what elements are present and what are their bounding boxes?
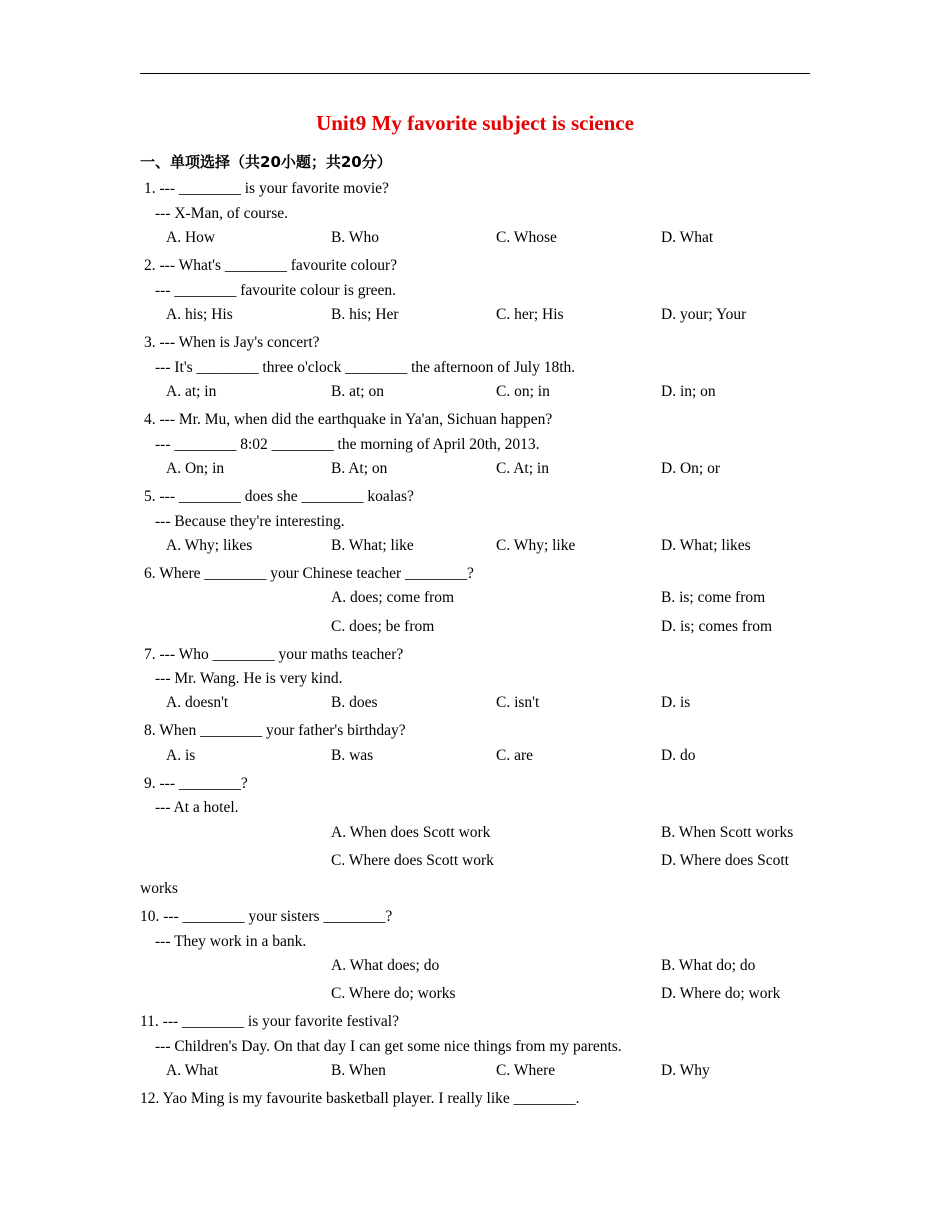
question-5-stem: 5. --- ________ does she ________ koalas? — [144, 488, 414, 505]
question-3-option-c: C. on; in — [496, 383, 550, 400]
question-5-option-b: B. What; like — [331, 537, 414, 554]
question-9-option-c: C. Where does Scott work — [331, 852, 494, 869]
question-9-stem: 9. --- ________? — [144, 775, 248, 792]
question-2-option-b: B. his; Her — [331, 306, 399, 323]
question-11-option-b: B. When — [331, 1062, 386, 1079]
question-7-option-c: C. isn't — [496, 694, 540, 711]
question-5-option-d: D. What; likes — [661, 537, 751, 554]
question-10-stem: 10. --- ________ your sisters ________? — [140, 908, 393, 925]
question-8-option-a: A. is — [166, 747, 196, 764]
question-3-option-b: B. at; on — [331, 383, 384, 400]
question-8-option-c: C. are — [496, 747, 534, 764]
question-1-option-b: B. Who — [331, 229, 379, 246]
question-1-option-c: C. Whose — [496, 229, 557, 246]
question-9-option-d-continued: works — [140, 880, 178, 897]
question-11-stem: 11. --- ________ is your favorite festival? — [140, 1013, 399, 1030]
question-8-stem: 8. When ________ your father's birthday? — [144, 722, 406, 739]
question-2-option-a: A. his; His — [166, 306, 233, 323]
question-3-option-a: A. at; in — [166, 383, 217, 400]
question-1-reply: --- X-Man, of course. — [155, 205, 288, 222]
question-4-reply: --- ________ 8:02 ________ the morning of April 20th, 2013. — [155, 436, 540, 453]
question-4-stem: 4. --- Mr. Mu, when did the earthquake in Ya'an, Sichuan happen? — [144, 411, 553, 428]
question-5-option-a: A. Why; likes — [166, 537, 253, 554]
question-4-option-a: A. On; in — [166, 460, 225, 477]
question-4-option-c: C. At; in — [496, 460, 549, 477]
question-6-stem: 6. Where ________ your Chinese teacher ________? — [144, 565, 474, 582]
question-6-option-b: B. is; come from — [661, 589, 766, 606]
question-4-option-b: B. At; on — [331, 460, 388, 477]
question-10-option-b: B. What do; do — [661, 957, 756, 974]
question-9-option-b: B. When Scott works — [661, 824, 794, 841]
section-heading: 一、单项选择（共20小题；共20分） — [140, 153, 392, 171]
question-7-stem: 7. --- Who ________ your maths teacher? — [144, 646, 404, 663]
question-11-option-a: A. What — [166, 1062, 219, 1079]
question-10-reply: --- They work in a bank. — [155, 933, 307, 950]
question-2-stem: 2. --- What's ________ favourite colour? — [144, 257, 398, 274]
question-7-option-b: B. does — [331, 694, 378, 711]
question-1-stem: 1. --- ________ is your favorite movie? — [144, 180, 389, 197]
question-1-option-d: D. What — [661, 229, 714, 246]
question-9-reply: --- At a hotel. — [155, 799, 239, 816]
question-9-option-a: A. When does Scott work — [331, 824, 491, 841]
question-7-reply: --- Mr. Wang. He is very kind. — [155, 670, 343, 687]
question-6-option-a: A. does; come from — [331, 589, 455, 606]
question-7-option-a: A. doesn't — [166, 694, 229, 711]
question-7-option-d: D. is — [661, 694, 691, 711]
question-11-option-d: D. Why — [661, 1062, 710, 1079]
question-11-option-c: C. Where — [496, 1062, 556, 1079]
question-8-option-b: B. was — [331, 747, 374, 764]
question-1-option-a: A. How — [166, 229, 216, 246]
question-6-option-c: C. does; be from — [331, 618, 435, 635]
question-5-reply: --- Because they're interesting. — [155, 513, 345, 530]
question-2-option-c: C. her; His — [496, 306, 564, 323]
question-9-option-d: D. Where does Scott — [661, 852, 789, 869]
question-11-reply: --- Children's Day. On that day I can get some nice things from my parents. — [155, 1038, 622, 1055]
question-2-option-d: D. your; Your — [661, 306, 747, 323]
question-3-reply: --- It's ________ three o'clock ________ the afternoon of July 18th. — [155, 359, 576, 376]
question-10-option-d: D. Where do; work — [661, 985, 781, 1002]
question-2-reply: --- ________ favourite colour is green. — [155, 282, 397, 299]
question-10-option-a: A. What does; do — [331, 957, 440, 974]
page-title: Unit9 My favorite subject is science — [316, 111, 634, 135]
question-10-option-c: C. Where do; works — [331, 985, 456, 1002]
question-8-option-d: D. do — [661, 747, 696, 764]
question-6-option-d: D. is; comes from — [661, 618, 773, 635]
question-5-option-c: C. Why; like — [496, 537, 576, 554]
question-3-stem: 3. --- When is Jay's concert? — [144, 334, 320, 351]
question-4-option-d: D. On; or — [661, 460, 720, 477]
question-3-option-d: D. in; on — [661, 383, 716, 400]
header-rule — [140, 73, 810, 74]
question-12-stem: 12. Yao Ming is my favourite basketball player. I really like ________. — [140, 1090, 580, 1107]
